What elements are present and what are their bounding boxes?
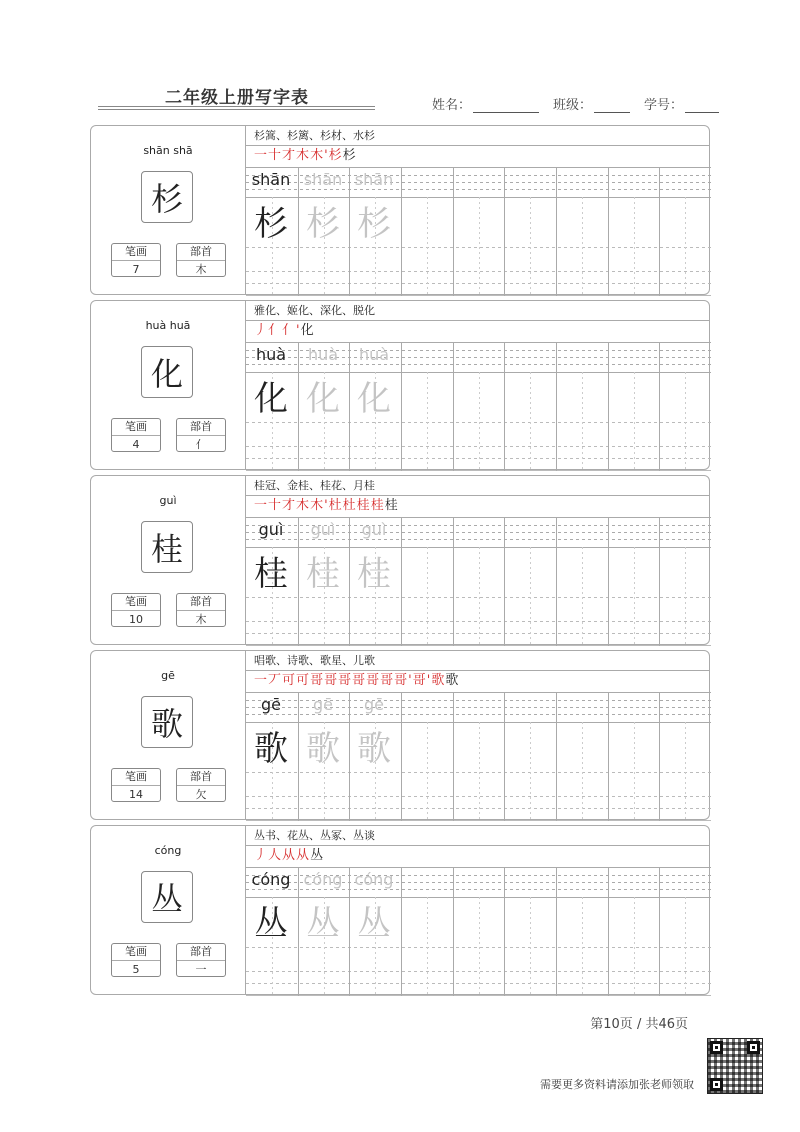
stroke-step: 从 <box>296 848 311 863</box>
pinyin-label: gē <box>161 669 175 682</box>
stroke-count-label: 笔画 <box>112 944 160 961</box>
pinyin-label: huà huā <box>145 319 191 332</box>
character-box: 桂 <box>141 521 193 573</box>
radical-box <box>176 943 226 977</box>
practice-char: 杉 <box>306 204 340 244</box>
character-info-panel <box>91 826 246 994</box>
stroke-step: 歌 <box>431 673 446 688</box>
stroke-count-value: 14 <box>129 788 143 801</box>
practice-char: 化 <box>306 379 340 419</box>
practice-pinyin: huà <box>255 345 287 364</box>
radical-box <box>176 593 226 627</box>
page-number: 第10页 / 共46页 <box>590 1017 688 1032</box>
practice-pinyin: cóng <box>303 870 343 889</box>
practice-grid[interactable] <box>246 867 709 994</box>
title-rule <box>98 109 375 110</box>
stroke-step: 哥 <box>366 673 381 688</box>
stroke-step: 木 <box>296 148 311 163</box>
stroke-order <box>246 320 709 343</box>
stroke-step: 桂 <box>356 498 371 513</box>
stroke-step: 木 <box>296 498 311 513</box>
id-input-line[interactable] <box>685 98 719 113</box>
student-info-fields <box>432 94 733 113</box>
stroke-count-value: 10 <box>129 613 143 626</box>
character-info-panel <box>91 651 246 819</box>
stroke-step: 哥' <box>412 673 432 688</box>
practice-pinyin: shān <box>354 170 394 189</box>
practice-char: 杉 <box>357 204 391 244</box>
radical-value: 木 <box>195 613 207 626</box>
practice-char: 桂 <box>254 554 288 594</box>
stroke-step: 木' <box>310 148 329 163</box>
stroke-step: 哥 <box>338 673 353 688</box>
practice-panel <box>246 651 709 819</box>
radical-label: 部首 <box>177 594 225 611</box>
stroke-step: 歌 <box>445 673 460 688</box>
practice-char: 桂 <box>306 554 340 594</box>
word-examples: 丛书、花丛、丛冢、丛谈 <box>246 826 709 846</box>
stroke-count-label: 笔画 <box>112 419 160 436</box>
stroke-step: 才 <box>282 498 297 513</box>
stroke-step: 丿 <box>254 848 269 863</box>
practice-pinyin: huà <box>358 345 390 364</box>
practice-pinyin: guì <box>258 520 284 539</box>
practice-char: 丛 <box>357 904 391 944</box>
practice-grid[interactable] <box>246 342 709 469</box>
stroke-step: 一 <box>254 498 269 513</box>
word-examples: 桂冠、金桂、桂花、月桂 <box>246 476 709 496</box>
stroke-count-box <box>111 593 161 627</box>
stroke-step: 哥 <box>310 673 325 688</box>
word-examples: 杉篙、杉篱、杉材、水杉 <box>246 126 709 146</box>
name-label: 姓名： <box>432 98 472 113</box>
practice-char: 桂 <box>357 554 391 594</box>
practice-char: 化 <box>254 379 288 419</box>
radical-value: 木 <box>195 263 207 276</box>
practice-pinyin: shān <box>303 170 343 189</box>
character-info-panel <box>91 126 246 294</box>
stroke-count-box <box>111 943 161 977</box>
practice-char: 歌 <box>357 729 391 769</box>
radical-box <box>176 768 226 802</box>
practice-panel <box>246 826 709 994</box>
radical-label: 部首 <box>177 769 225 786</box>
stroke-step: 哥 <box>380 673 395 688</box>
class-field <box>553 94 630 113</box>
stroke-step: 可 <box>296 673 311 688</box>
page-title: 二年级上册写字表 <box>165 88 309 108</box>
practice-panel <box>246 126 709 294</box>
practice-pinyin: gē <box>364 695 384 714</box>
stroke-step: 杜 <box>342 498 357 513</box>
stroke-count-box <box>111 768 161 802</box>
stroke-step: 一 <box>254 673 269 688</box>
name-input-line[interactable] <box>473 98 539 113</box>
stroke-step: 可 <box>282 673 297 688</box>
stroke-count-label: 笔画 <box>112 244 160 261</box>
stroke-step: 杉 <box>328 148 343 163</box>
practice-char: 杉 <box>254 204 288 244</box>
practice-pinyin: guì <box>361 520 387 539</box>
practice-char: 丛 <box>306 904 340 944</box>
radical-value: 亻 <box>195 438 207 451</box>
practice-panel <box>246 476 709 644</box>
character-card <box>90 125 710 295</box>
character-card <box>90 825 710 995</box>
id-field <box>644 94 719 113</box>
stroke-order <box>246 145 709 168</box>
character-box: 丛 <box>141 871 193 923</box>
stroke-step: 丿 <box>254 323 269 338</box>
stroke-order <box>246 670 709 693</box>
practice-char: 化 <box>357 379 391 419</box>
stroke-step: 十 <box>268 498 283 513</box>
radical-label: 部首 <box>177 944 225 961</box>
pinyin-label: guì <box>159 494 177 507</box>
radical-value: 欠 <box>195 788 207 801</box>
title-rule <box>98 106 375 107</box>
practice-char: 丛 <box>254 904 288 944</box>
stroke-step: 化 <box>300 323 315 338</box>
practice-pinyin: gē <box>261 695 281 714</box>
stroke-count-value: 5 <box>132 963 140 976</box>
stroke-step: 哥' <box>394 673 413 688</box>
footer-note: 需要更多资料请添加张老师领取 <box>540 1078 694 1091</box>
stroke-step: 哥 <box>324 673 339 688</box>
character-info-panel <box>91 476 246 644</box>
stroke-step: 杜 <box>328 498 343 513</box>
qr-code-icon <box>707 1038 763 1094</box>
class-input-line[interactable] <box>594 98 630 113</box>
radical-label: 部首 <box>177 419 225 436</box>
stroke-step: 桂 <box>370 498 385 513</box>
stroke-step: 木' <box>310 498 329 513</box>
word-examples: 唱歌、诗歌、歌星、儿歌 <box>246 651 709 671</box>
pinyin-label: cóng <box>154 844 182 857</box>
stroke-step: 从 <box>282 848 297 863</box>
pinyin-label: shān shā <box>143 144 193 157</box>
stroke-order <box>246 845 709 868</box>
stroke-order <box>246 495 709 518</box>
stroke-step: 哥 <box>352 673 367 688</box>
practice-grid[interactable] <box>246 167 709 294</box>
stroke-count-box <box>111 243 161 277</box>
practice-grid[interactable] <box>246 692 709 819</box>
stroke-count-box <box>111 418 161 452</box>
stroke-step: 亻 <box>268 323 283 338</box>
character-card <box>90 650 710 820</box>
stroke-step: 杉 <box>342 148 357 163</box>
practice-pinyin: cóng <box>354 870 394 889</box>
practice-panel <box>246 301 709 469</box>
class-label: 班级： <box>553 98 593 113</box>
stroke-step: 丛 <box>310 848 325 863</box>
radical-value: 一 <box>195 963 207 976</box>
character-card <box>90 300 710 470</box>
stroke-step: 桂 <box>384 498 399 513</box>
practice-pinyin: cóng <box>251 870 291 889</box>
stroke-count-value: 7 <box>132 263 140 276</box>
character-box: 歌 <box>141 696 193 748</box>
stroke-count-value: 4 <box>132 438 140 451</box>
radical-label: 部首 <box>177 244 225 261</box>
character-box: 杉 <box>141 171 193 223</box>
practice-grid[interactable] <box>246 517 709 644</box>
radical-box <box>176 243 226 277</box>
stroke-step: 十 <box>268 148 283 163</box>
stroke-step: 人 <box>268 848 283 863</box>
practice-pinyin: shān <box>251 170 291 189</box>
stroke-step: 丆 <box>268 673 283 688</box>
stroke-count-label: 笔画 <box>112 594 160 611</box>
stroke-step: 亻' <box>282 323 301 338</box>
character-box: 化 <box>141 346 193 398</box>
radical-box <box>176 418 226 452</box>
character-info-panel <box>91 301 246 469</box>
practice-pinyin: huà <box>307 345 339 364</box>
character-card <box>90 475 710 645</box>
stroke-step: 才 <box>282 148 297 163</box>
stroke-step: 一 <box>254 148 269 163</box>
practice-char: 歌 <box>306 729 340 769</box>
practice-char: 歌 <box>254 729 288 769</box>
stroke-count-label: 笔画 <box>112 769 160 786</box>
practice-pinyin: guì <box>310 520 336 539</box>
word-examples: 雅化、姬化、深化、脱化 <box>246 301 709 321</box>
name-field <box>432 94 539 113</box>
id-label: 学号： <box>644 98 684 113</box>
practice-pinyin: gē <box>313 695 333 714</box>
